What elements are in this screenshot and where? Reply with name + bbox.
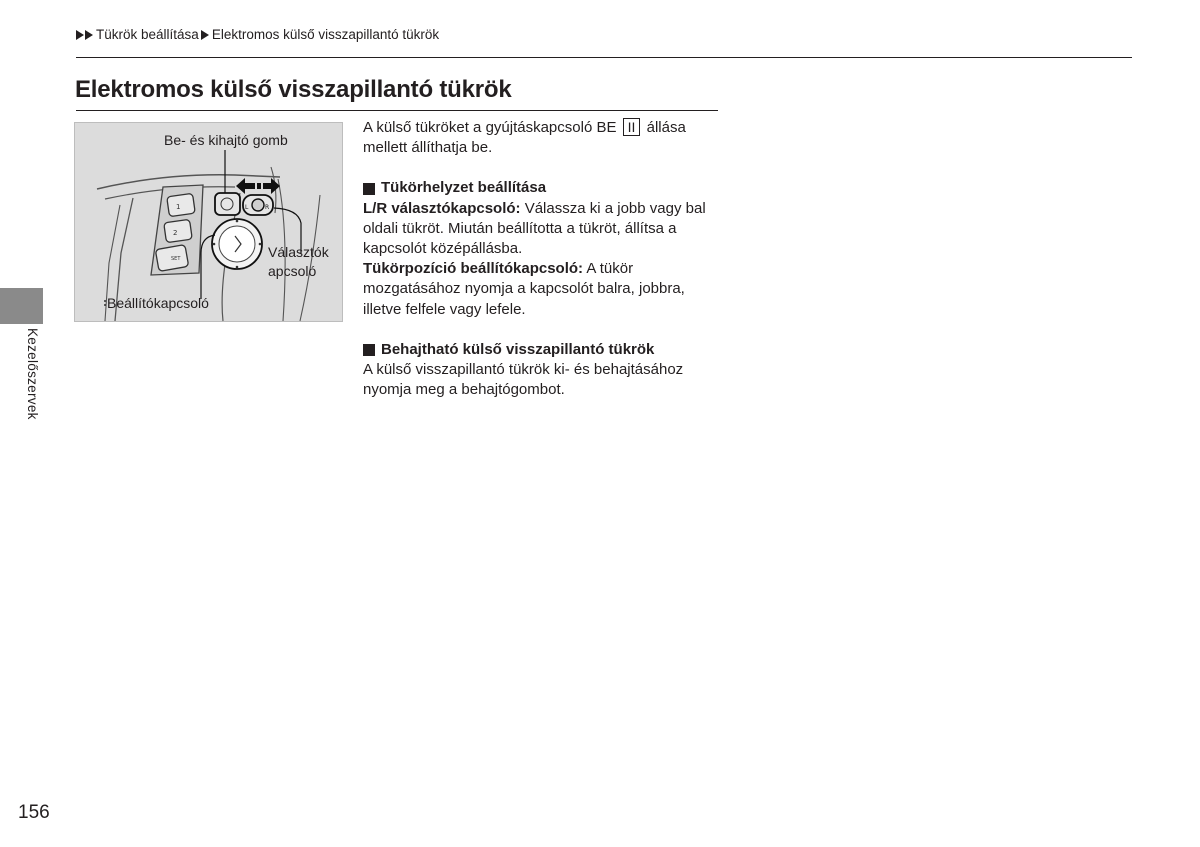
folding-paragraph: A külső visszapillantó tükrök ki- és behajtásához nyomja meg a behajtógombot. xyxy=(363,361,684,399)
chapter-tab xyxy=(0,288,43,324)
breadcrumb-item[interactable]: Tükrök beállítása xyxy=(96,27,199,42)
mirror-switch-illustration xyxy=(74,122,343,322)
selector-label-line1: Választók xyxy=(268,244,329,260)
adjuster-description: A tükör mozgatásához nyomja a kapcsolót balra, jobbra, illetve felfele vagy lefele. xyxy=(363,260,685,318)
selector-description: Válassza ki a jobb vagy bal oldali tükröt. Miután beállította a tükröt, állítsa a kapcsolót középállásba. xyxy=(363,199,706,258)
section-heading xyxy=(363,340,723,360)
chapter-tab-label: Kezelőszervek xyxy=(25,328,40,420)
set-mark: SET xyxy=(171,256,181,262)
page-title: Elektromos külső visszapillantó tükrök xyxy=(75,76,512,103)
page-number: 156 xyxy=(18,802,50,823)
header-divider xyxy=(76,57,1132,58)
breadcrumb-arrow-icon xyxy=(76,30,84,40)
section-heading xyxy=(363,178,723,198)
memory-1-mark: 1 xyxy=(176,203,181,211)
section-heading-text: Tükörhelyzet beállítása xyxy=(381,179,547,197)
memory-2-mark: 2 xyxy=(173,229,178,237)
breadcrumb xyxy=(76,27,439,42)
adjuster-paragraph xyxy=(363,259,723,320)
ignition-position-badge: II xyxy=(623,118,641,136)
square-bullet-icon xyxy=(363,344,375,356)
square-bullet-icon xyxy=(363,183,375,195)
fold-button-label: Be- és kihajtó gomb xyxy=(164,132,288,148)
section-heading-text: Behajtható külső visszapillantó tükrök xyxy=(381,340,655,358)
selector-paragraph xyxy=(363,199,723,260)
term-adjuster: Tükörpozíció beállítókapcsoló: xyxy=(363,260,584,278)
breadcrumb-arrow-icon xyxy=(85,30,93,40)
breadcrumb-arrow-icon xyxy=(201,30,209,40)
intro-text-end: állása mellett állíthatja be. xyxy=(363,119,686,157)
title-divider xyxy=(76,110,718,111)
breadcrumb-item[interactable]: Elektromos külső visszapillantó tükrök xyxy=(211,27,440,42)
content-column xyxy=(363,118,723,400)
right-mark: R xyxy=(265,204,270,211)
left-mark: L xyxy=(245,204,249,211)
adjuster-label: Beállítókapcsoló xyxy=(107,295,209,311)
intro-paragraph xyxy=(363,118,723,158)
intro-text: A külső tükröket a gyújtáskapcsoló BE xyxy=(363,119,617,136)
mirror-switch-drawing xyxy=(75,123,344,323)
term-selector: L/R választókapcsoló: xyxy=(363,199,521,217)
selector-label-line2: apcsoló xyxy=(268,263,317,279)
